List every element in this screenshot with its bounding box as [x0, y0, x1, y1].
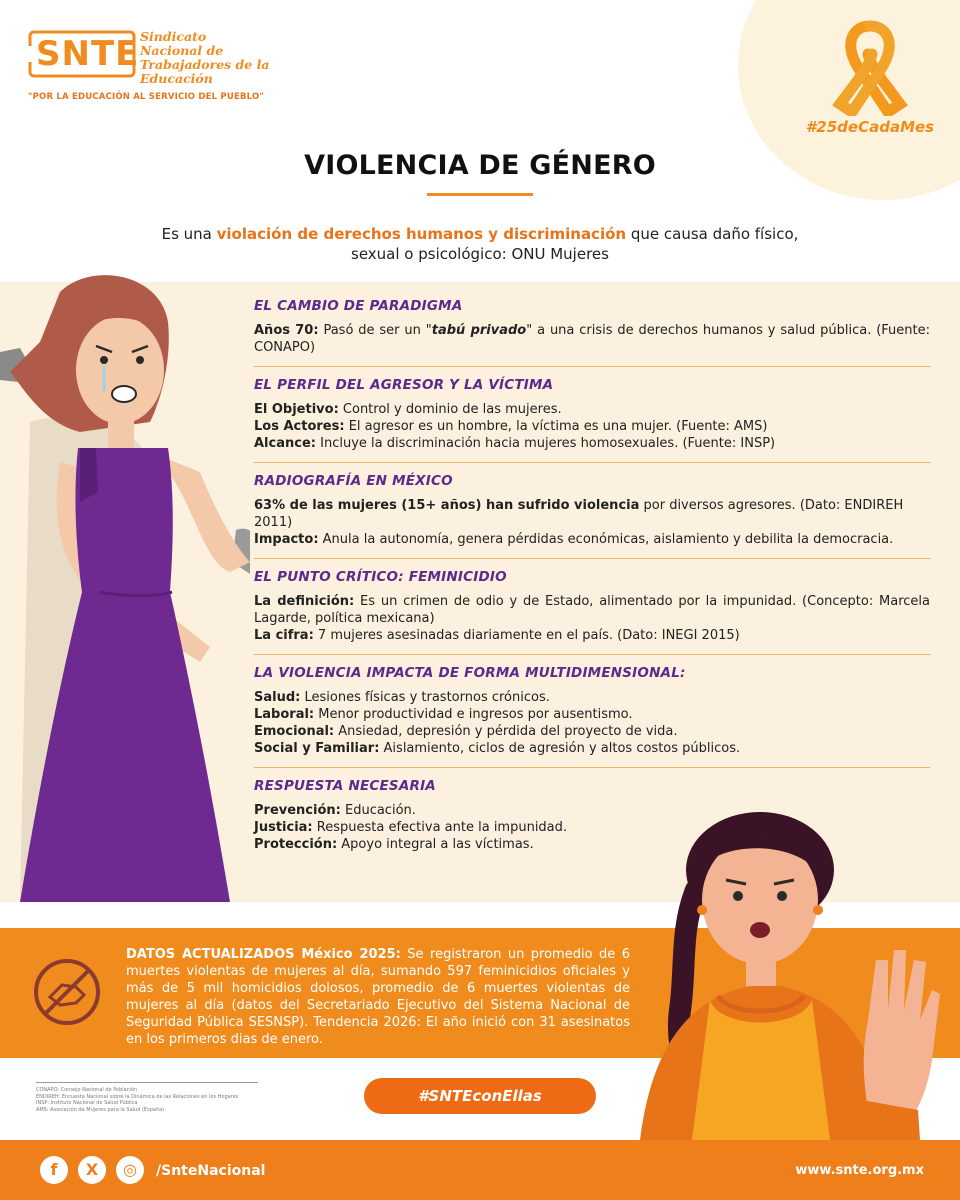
line-label: Social y Familiar:	[254, 741, 380, 756]
line-label: Emocional:	[254, 724, 335, 739]
campaign-hashtag[interactable]: #25deCadaMes	[805, 118, 935, 136]
line-label: La definición:	[254, 594, 355, 609]
intro-before: Es una	[161, 225, 217, 243]
facebook-icon[interactable]: f	[40, 1156, 68, 1184]
line-text: Es un crimen de odio y de Estado, alimentado por la impunidad. (Concepto: Marcela Lagarde, política mexicana)	[254, 594, 930, 626]
section-title: EL PUNTO CRÍTICO: FEMINICIDIO	[254, 569, 507, 585]
section-impact	[254, 665, 930, 768]
section-line	[254, 497, 930, 531]
section-title: RADIOGRAFÍA EN MÉXICO	[254, 473, 453, 489]
section-line	[254, 740, 930, 757]
section-profile	[254, 377, 930, 463]
sources-list	[36, 1082, 258, 1113]
line-emphasis: tabú privado	[431, 323, 527, 338]
line-text: Menor productividad e ingresos por ausentismo.	[314, 707, 633, 722]
org-name-line: Educación	[140, 71, 213, 86]
section-line	[254, 593, 930, 627]
line-text: Apoyo integral a las víctimas.	[337, 837, 534, 852]
logo-wordmark: SNTE	[36, 34, 140, 74]
line-text: Educación.	[340, 803, 416, 818]
line-label: 63% de las mujeres (15+ años) han sufrido violencia	[254, 498, 640, 513]
title-underline	[427, 193, 533, 196]
line-text: Respuesta efectiva ante la impunidad.	[312, 820, 568, 835]
line-text: 7 mujeres asesinadas diariamente en el país. (Dato: INEGI 2015)	[313, 628, 740, 643]
org-name-line: Nacional de	[140, 43, 224, 58]
section-line	[254, 322, 930, 356]
line-label: Alcance:	[254, 436, 316, 451]
section-line	[254, 401, 930, 418]
section-title: LA VIOLENCIA IMPACTA DE FORMA MULTIDIMENSIONAL:	[254, 665, 686, 681]
cta-hashtag-button[interactable]: #SNTEconEllas	[364, 1078, 596, 1114]
line-text: por diversos agresores. (Dato: ENDIREH 2011)	[254, 498, 904, 530]
slogan: "POR LA EDUCACIÓN AL SERVICIO DEL PUEBLO"	[28, 92, 264, 102]
line-label: Prevención:	[254, 803, 341, 818]
woman-stop-illustration	[600, 800, 940, 1140]
content-sections	[254, 298, 930, 873]
update-label: DATOS ACTUALIZADOS México 2025:	[126, 947, 401, 962]
x-icon[interactable]: X	[78, 1156, 106, 1184]
section-line	[254, 706, 930, 723]
line-label: Los Actores:	[254, 419, 345, 434]
social-handle[interactable]: /SnteNacional	[156, 1163, 266, 1179]
org-name	[140, 30, 290, 86]
line-label: Impacto:	[254, 532, 319, 547]
instagram-icon[interactable]: ◎	[116, 1156, 144, 1184]
line-text: Aislamiento, ciclos de agresión y altos costos públicos.	[379, 741, 741, 756]
line-label: Salud:	[254, 690, 301, 705]
section-paradigm	[254, 298, 930, 367]
intro-highlight: violación de derechos humanos y discriminación	[216, 225, 627, 243]
section-line	[254, 435, 930, 452]
update-text	[126, 946, 630, 1048]
woman-victim-illustration	[0, 262, 250, 902]
section-line	[254, 627, 930, 644]
line-label: Justicia:	[254, 820, 313, 835]
line-label: Laboral:	[254, 707, 315, 722]
line-text: " a una crisis de derechos humanos y salud pública. (Fuente: CONAPO)	[254, 323, 930, 355]
line-text: Anula la autonomía, genera pérdidas económicas, aislamiento y debilita la democracia.	[318, 532, 894, 547]
line-text: El agresor es un hombre, la víctima es una mujer. (Fuente: AMS)	[344, 419, 768, 434]
org-name-line: Trabajadores de la	[140, 57, 270, 72]
line-text: Pasó de ser un "	[318, 323, 432, 338]
line-text: Incluye la discriminación hacia mujeres homosexuales. (Fuente: INSP)	[315, 436, 776, 451]
line-label: Protección:	[254, 837, 338, 852]
line-text: Control y dominio de las mujeres.	[338, 402, 562, 417]
intro-after: que causa daño físico, sexual o psicológico: ONU Mujeres	[351, 225, 799, 263]
awareness-ribbon-icon	[832, 20, 908, 116]
section-line	[254, 418, 930, 435]
source-item: ENDIREH: Encuesta Nacional sobre la Dinámica de las Relaciones en los Hogares	[36, 1093, 239, 1100]
source-item: CONAPO: Consejo Nacional de Población	[36, 1087, 138, 1093]
line-label: El Objetivo:	[254, 402, 339, 417]
source-item: AMS: Asociación de Mujeres para la Salud (España)	[36, 1106, 165, 1113]
intro-text	[160, 224, 800, 264]
page-title: VIOLENCIA DE GÉNERO	[304, 150, 656, 181]
website-link[interactable]: www.snte.org.mx	[795, 1163, 924, 1178]
source-item: INSP: Instituto Nacional de Salud Pública	[36, 1100, 138, 1106]
section-line	[254, 531, 930, 548]
line-text: Ansiedad, depresión y pérdida del proyecto de vida.	[334, 724, 678, 739]
section-mexico	[254, 473, 930, 559]
snte-logo[interactable]	[28, 28, 288, 118]
update-body: Se registraron un promedio de 6 muertes violentas de mujeres al día, sumando 597 feminicidios oficiales y más de 5 mil homicidios dolosos, promedio de 6 muertes violentas de mujeres al día (datos del Secretariado Ejecutivo del Sistema Nacional de Seguridad Pública SESNSP). Tendencia 2026: El año inició con 31 asesinatos en los primeros dias de enero.	[126, 947, 630, 1047]
no-violence-icon	[32, 957, 102, 1027]
section-feminicide	[254, 569, 930, 655]
section-line	[254, 689, 930, 706]
section-title: RESPUESTA NECESARIA	[254, 778, 436, 794]
line-text: Lesiones físicas y trastornos crónicos.	[300, 690, 550, 705]
section-title: EL CAMBIO DE PARADIGMA	[254, 298, 463, 314]
line-label: Años 70:	[254, 323, 319, 338]
line-label: La cifra:	[254, 628, 314, 643]
section-title: EL PERFIL DEL AGRESOR Y LA VÍCTIMA	[254, 377, 554, 393]
section-line	[254, 723, 930, 740]
org-name-line: Sindicato	[140, 29, 207, 44]
